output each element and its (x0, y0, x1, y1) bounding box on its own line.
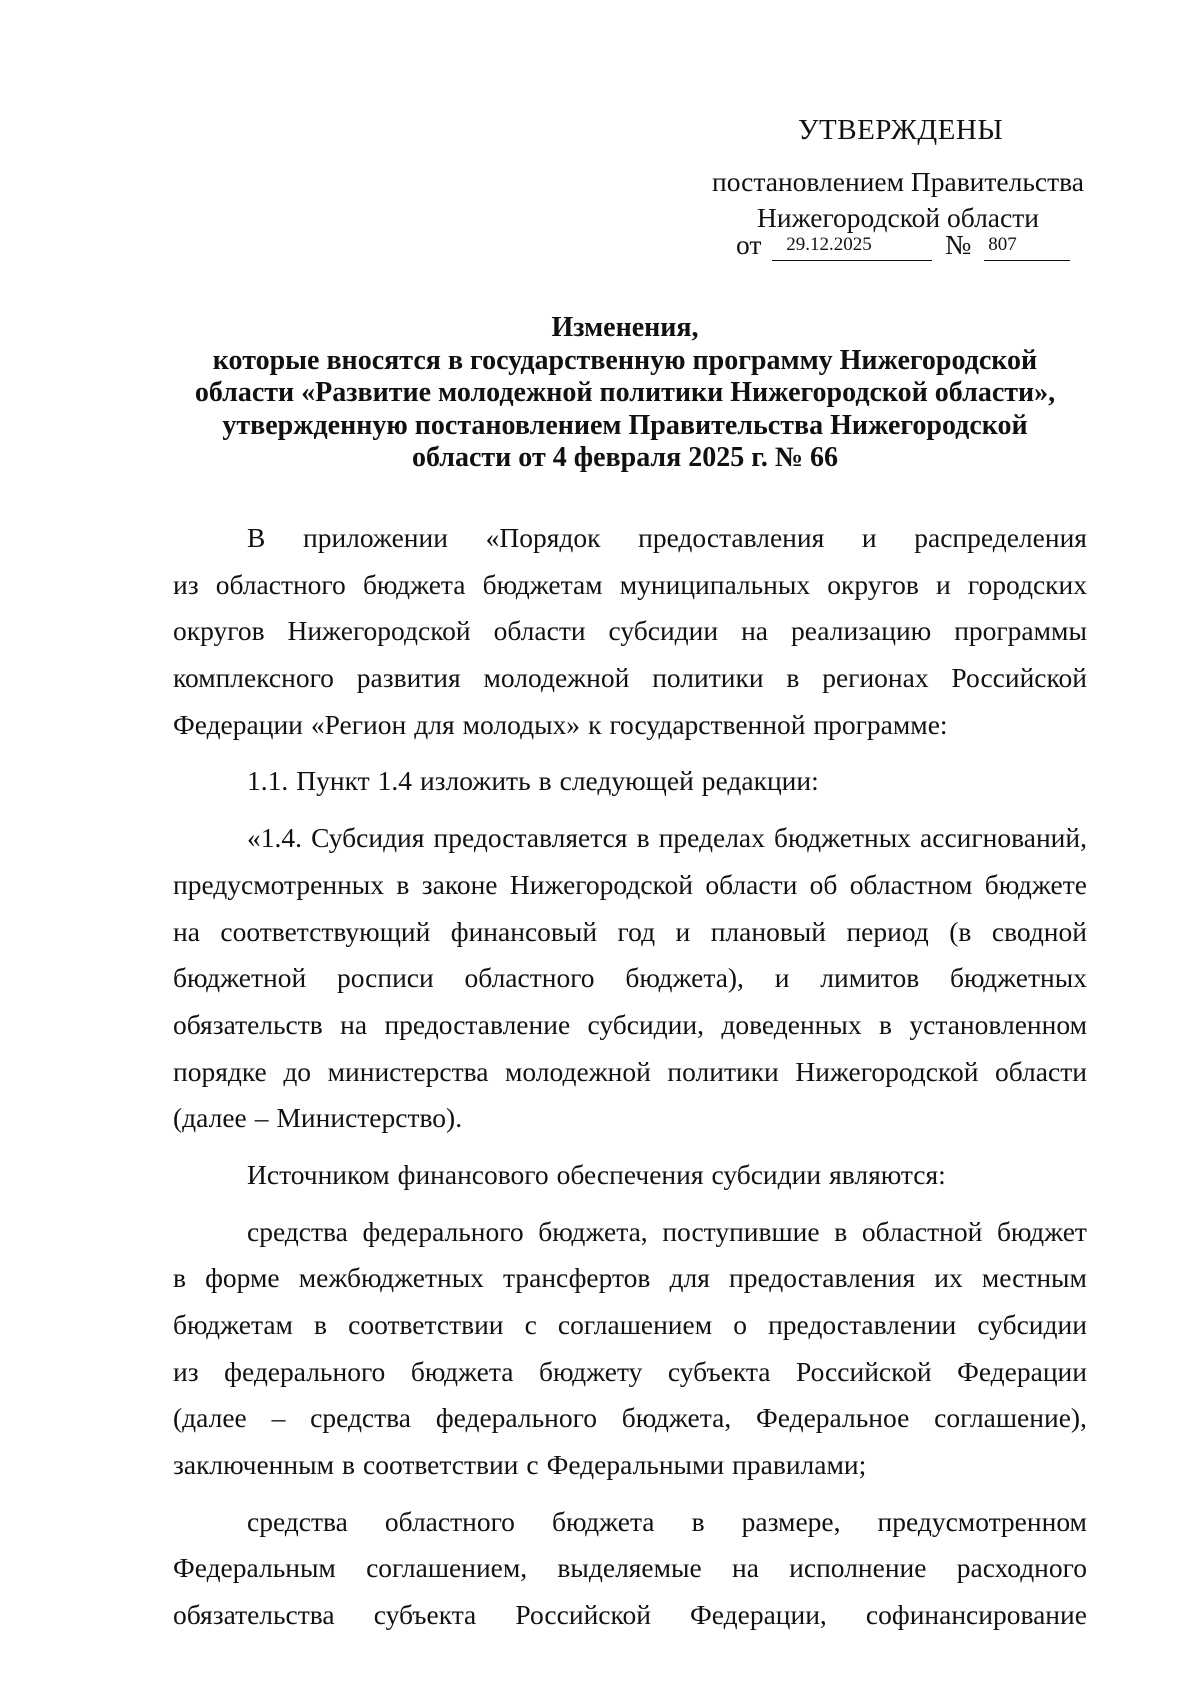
text-line (173, 1592, 1087, 1639)
text-line (173, 1049, 1087, 1096)
word: округов (173, 615, 265, 647)
word: из (173, 1355, 199, 1387)
word: Нижегородской (509, 868, 693, 900)
approval-line-1: постановлением Правительства (712, 166, 1084, 197)
text-line (173, 1395, 1087, 1442)
word: «Регион (310, 708, 407, 740)
word: областной (861, 1215, 983, 1247)
word: расходного (956, 1552, 1087, 1584)
text-line (173, 1255, 1087, 1302)
word: до (283, 1055, 312, 1087)
word: и (936, 568, 951, 600)
word: субсидии (711, 1158, 822, 1190)
word: на (340, 1008, 368, 1040)
word: программы (954, 615, 1087, 647)
word: финансовый (450, 915, 598, 947)
heading-line: утвержденную постановлением Правительства Нижегородской (222, 409, 1028, 441)
word: Федерации (957, 1355, 1087, 1387)
word: с (526, 1449, 539, 1481)
word: соглашением, (366, 1552, 528, 1584)
word: софинансирование (865, 1599, 1087, 1631)
word: Министерство). (276, 1102, 463, 1134)
word: средства (247, 1505, 348, 1537)
word: исполнение (789, 1552, 927, 1584)
word: являются: (829, 1158, 946, 1190)
text-line (173, 1499, 1087, 1546)
word: предоставлении (768, 1309, 957, 1340)
word: приложении (302, 522, 448, 553)
text-line (173, 1442, 1087, 1489)
word: федерального (435, 1402, 597, 1434)
word: средства (310, 1402, 411, 1434)
text-line (173, 955, 1087, 1002)
word: городских (967, 568, 1087, 600)
word: бюджета), (625, 962, 744, 994)
text-line (173, 1545, 1087, 1592)
word: пределах (658, 822, 765, 854)
word: Нижегородской (795, 1055, 979, 1087)
word: Российской (951, 662, 1087, 694)
word: период (846, 915, 929, 947)
word: для (414, 708, 455, 740)
word: молодежной (483, 662, 630, 694)
text-line (173, 758, 1087, 805)
word: в (636, 822, 650, 854)
word: соответствующий (220, 915, 431, 947)
word: в (879, 1008, 893, 1040)
word: Федерации, (690, 1599, 827, 1631)
word: округов (827, 568, 919, 600)
word: областного (215, 568, 346, 600)
word: субъекта (667, 1355, 771, 1387)
word: 1.4 (377, 765, 412, 797)
word: порядке (173, 1055, 267, 1087)
word: в (834, 1215, 848, 1247)
heading-line: которые вносятся в государственную программу Нижегородской (212, 344, 1038, 376)
word: предоставления (729, 1262, 916, 1294)
word: бюджете (984, 868, 1087, 900)
word: на (173, 915, 200, 947)
word: 1.1. (247, 765, 289, 797)
word: в (173, 1262, 186, 1294)
word: бюджета (410, 1355, 514, 1387)
word: реализацию (790, 615, 932, 647)
word: молодежной (504, 1055, 651, 1087)
word: соответствии (348, 1309, 504, 1340)
heading-line: области от 4 февраля 2025 г. № 66 (411, 442, 838, 473)
word: сводной (991, 915, 1087, 947)
document-heading (160, 312, 1090, 475)
word: «1.4. (247, 822, 302, 854)
paragraph (173, 758, 1087, 805)
approval-number: 807 (984, 231, 1070, 261)
word: Федеральными (546, 1449, 725, 1481)
word: год (617, 915, 656, 947)
word: Федеральное (756, 1402, 910, 1434)
word: выделяемые (557, 1552, 702, 1584)
document-body (173, 515, 1087, 1639)
word: развития (356, 662, 461, 694)
word: поступившие (662, 1215, 820, 1247)
word: федерального (362, 1215, 524, 1247)
word: Пункт (296, 765, 370, 797)
word: Федерации (173, 708, 303, 740)
word: для (669, 1262, 710, 1294)
word: правилами; (732, 1449, 867, 1481)
word: размере, (741, 1505, 841, 1537)
word: изложить (419, 765, 531, 797)
word: и (774, 962, 790, 994)
word: Российской (796, 1355, 932, 1387)
word: бюджета (551, 1505, 655, 1537)
word: финансового (397, 1158, 549, 1190)
text-line (173, 909, 1087, 956)
approval-block (702, 164, 1094, 236)
word: министерства (327, 1055, 489, 1087)
word: политики (667, 1055, 779, 1087)
paragraph (173, 1209, 1087, 1489)
word: Источником (247, 1158, 390, 1190)
word: редакции: (701, 765, 819, 797)
word: форме (205, 1262, 280, 1294)
word: бюджет (996, 1215, 1087, 1247)
word: комплексного (173, 662, 334, 694)
word: бюджетных (950, 962, 1087, 994)
word: субъекта (373, 1599, 477, 1631)
word: в (342, 1449, 355, 1481)
word: об (809, 868, 838, 900)
word: бюджетных (773, 822, 911, 854)
date-prefix: от (736, 229, 762, 260)
paragraph (173, 1152, 1087, 1199)
approval-date: 29.12.2025 (772, 231, 932, 261)
word: средства (247, 1215, 348, 1247)
word: обязательств (173, 1008, 323, 1040)
word: соглашением (557, 1309, 713, 1340)
text-line (173, 1152, 1087, 1199)
word: их (934, 1262, 963, 1294)
word: с (524, 1309, 537, 1340)
word: субсидии, (587, 1008, 704, 1040)
word: области (705, 868, 798, 900)
word: в (786, 662, 800, 694)
word: Нижегородской (287, 615, 471, 647)
word: из (173, 568, 199, 600)
word: на (741, 615, 769, 647)
word: (в (949, 915, 972, 947)
word: бюджета, (621, 1402, 732, 1434)
paragraph (173, 815, 1087, 1142)
word: в (396, 868, 410, 900)
word: Субсидия (311, 822, 425, 854)
heading-line: Изменения, (551, 312, 699, 343)
word: бюджету (538, 1355, 643, 1387)
word: на (731, 1552, 759, 1584)
text-line (173, 702, 1087, 749)
word: предусмотренных (173, 868, 385, 900)
word: федерального (224, 1355, 386, 1387)
word: предоставление (384, 1008, 571, 1040)
approval-title: УТВЕРЖДЕНЫ (798, 114, 1004, 146)
text-line (173, 815, 1087, 862)
text-line (173, 655, 1087, 702)
text-line (173, 562, 1087, 609)
word: заключенным (173, 1449, 334, 1481)
word: областном (849, 868, 973, 900)
word: – (271, 1402, 286, 1434)
word: субсидии (977, 1309, 1087, 1340)
word: распределения (914, 522, 1087, 553)
word: и (675, 915, 691, 947)
text-line (173, 1209, 1087, 1256)
word: соглашение), (934, 1402, 1087, 1434)
word: следующей (559, 765, 694, 797)
word: муниципальных (619, 568, 811, 600)
approval-line-2: Нижегородской области (757, 202, 1039, 233)
word: Федеральным (173, 1552, 336, 1584)
text-line (173, 1302, 1087, 1349)
word: плановый (710, 915, 826, 947)
word: ассигнований, (920, 822, 1087, 854)
word: областного (464, 962, 595, 994)
word: бюджетам (173, 1309, 293, 1340)
number-label: № (945, 229, 972, 260)
heading-line: области «Развитие молодежной политики Нижегородской области», (194, 377, 1056, 408)
word: Российской (515, 1599, 651, 1631)
word: предоставляется (433, 822, 628, 854)
word: в (314, 1309, 328, 1340)
word: обязательства (173, 1599, 335, 1631)
word: (далее (173, 1402, 247, 1434)
text-line (173, 608, 1087, 655)
word: в (691, 1505, 705, 1537)
word: (далее (173, 1102, 247, 1134)
word: молодых» (462, 708, 581, 740)
word: межбюджетных (298, 1262, 484, 1294)
word: трансфертов (503, 1262, 651, 1294)
word: и (861, 522, 877, 553)
word: государственной (609, 708, 806, 740)
word: политики (652, 662, 764, 694)
word: регионах (822, 662, 929, 694)
word: предоставления (638, 522, 825, 553)
text-line (173, 1095, 1087, 1142)
word: области (493, 615, 586, 647)
word: субсидии (608, 615, 719, 647)
text-line (173, 1349, 1087, 1396)
word: законе (421, 868, 498, 900)
word: бюджетам (482, 568, 603, 600)
text-line (173, 515, 1087, 562)
word: росписи (336, 962, 434, 994)
word: программе: (813, 708, 948, 740)
word: обеспечения (556, 1158, 704, 1190)
word: предусмотренном (877, 1505, 1087, 1537)
word: бюджета (362, 568, 466, 600)
word: соответствии (363, 1449, 519, 1481)
word: установленном (909, 1008, 1087, 1040)
word: доведенных (721, 1008, 862, 1040)
word: лимитов (820, 962, 920, 994)
word: – (254, 1102, 269, 1134)
word: области (995, 1055, 1087, 1087)
word: в (538, 765, 552, 797)
word: к (588, 708, 602, 740)
word: местным (981, 1262, 1087, 1294)
word: В (247, 522, 266, 553)
word: «Порядок (485, 522, 601, 553)
word: областного (384, 1505, 515, 1537)
text-line (173, 862, 1087, 909)
approval-date-row (736, 229, 1070, 261)
paragraph (173, 515, 1087, 748)
word: бюджетной (173, 962, 307, 994)
word: о (733, 1309, 747, 1340)
text-line (173, 1002, 1087, 1049)
word: бюджета, (538, 1215, 648, 1247)
paragraph (173, 1499, 1087, 1639)
